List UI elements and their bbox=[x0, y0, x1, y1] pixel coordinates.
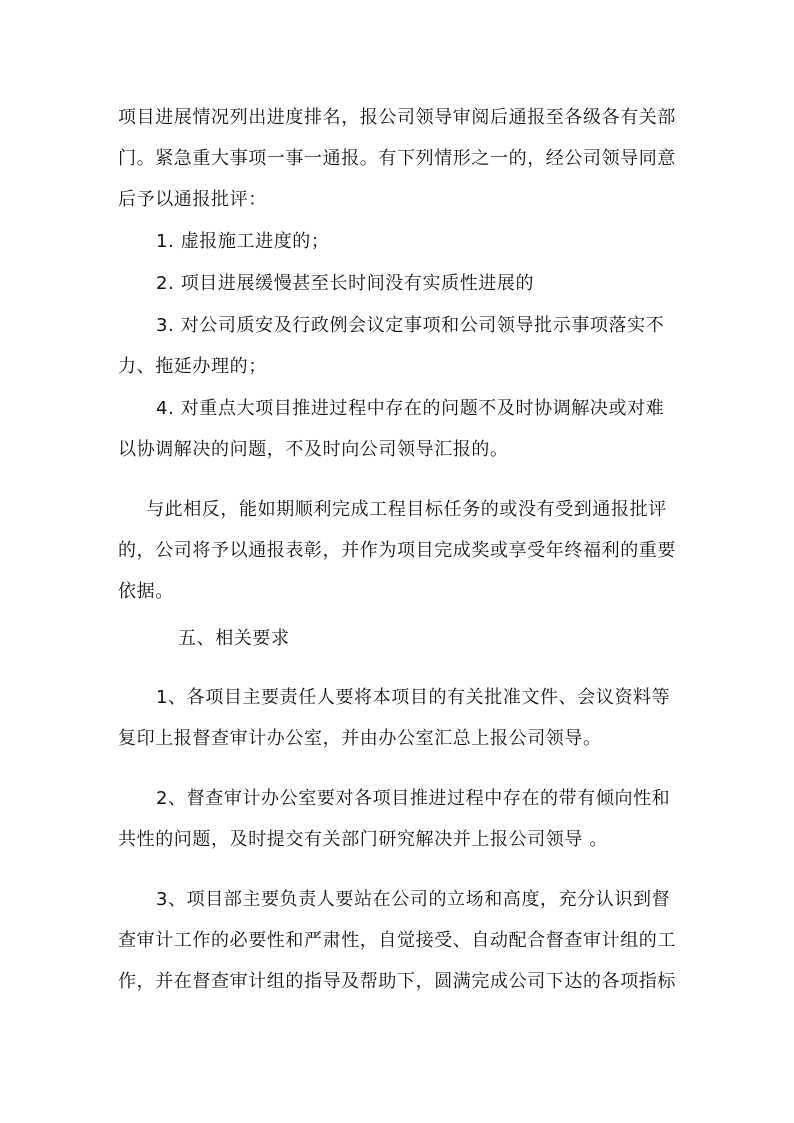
section-heading: 五、相关要求 bbox=[178, 628, 290, 649]
list-item: 2. 项目进展缓慢甚至长时间没有实质性进展的 bbox=[156, 273, 535, 294]
list-item: 1. 虚报施工进度的； bbox=[156, 231, 330, 252]
paragraph-line: 作，并在督查审计组的指导及帮助下，圆满完成公司下达的各项指标 bbox=[118, 971, 676, 992]
paragraph-line: 门。紧急重大事项一事一通报。有下列情形之一的，经公司领导同意 bbox=[118, 148, 676, 169]
paragraph-line: 2、督查审计办公室要对各项目推进过程中存在的带有倾向性和 bbox=[156, 788, 671, 809]
paragraph-line: 1、各项目主要责任人要将本项目的有关批准文件、会议资料等 bbox=[156, 687, 671, 708]
list-item: 4. 对重点大项目推进过程中存在的问题不及时协调解决或对难 bbox=[156, 398, 665, 419]
list-item: 3. 对公司质安及行政例会议定事项和公司领导批示事项落实不 bbox=[156, 315, 665, 336]
paragraph-line: 复印上报督查审计办公室，并由办公室汇总上报公司领导。 bbox=[118, 728, 602, 749]
paragraph-line: 以协调解决的问题，不及时向公司领导汇报的。 bbox=[118, 439, 509, 460]
paragraph-line: 依据。 bbox=[118, 581, 174, 602]
paragraph-line: 项目进展情况列出进度排名，报公司领导审阅后通报至各级各有关部 bbox=[118, 107, 676, 128]
paragraph-line: 查审计工作的必要性和严肃性，自觉接受、自动配合督查审计组的工 bbox=[118, 930, 676, 951]
paragraph-line: 的，公司将予以通报表彰，并作为项目完成奖或享受年终福利的重要 bbox=[118, 540, 676, 561]
paragraph-line: 力、拖延办理的； bbox=[118, 356, 267, 377]
paragraph-line: 后予以通报批评： bbox=[118, 189, 267, 210]
paragraph-line: 与此相反，能如期顺利完成工程目标任务的或没有受到通报批评 bbox=[146, 499, 667, 520]
paragraph-line: 3、项目部主要负责人要站在公司的立场和高度，充分认识到督 bbox=[156, 889, 671, 910]
paragraph-line: 共性的问题，及时提交有关部门研究解决并上报公司领导 。 bbox=[118, 829, 608, 850]
